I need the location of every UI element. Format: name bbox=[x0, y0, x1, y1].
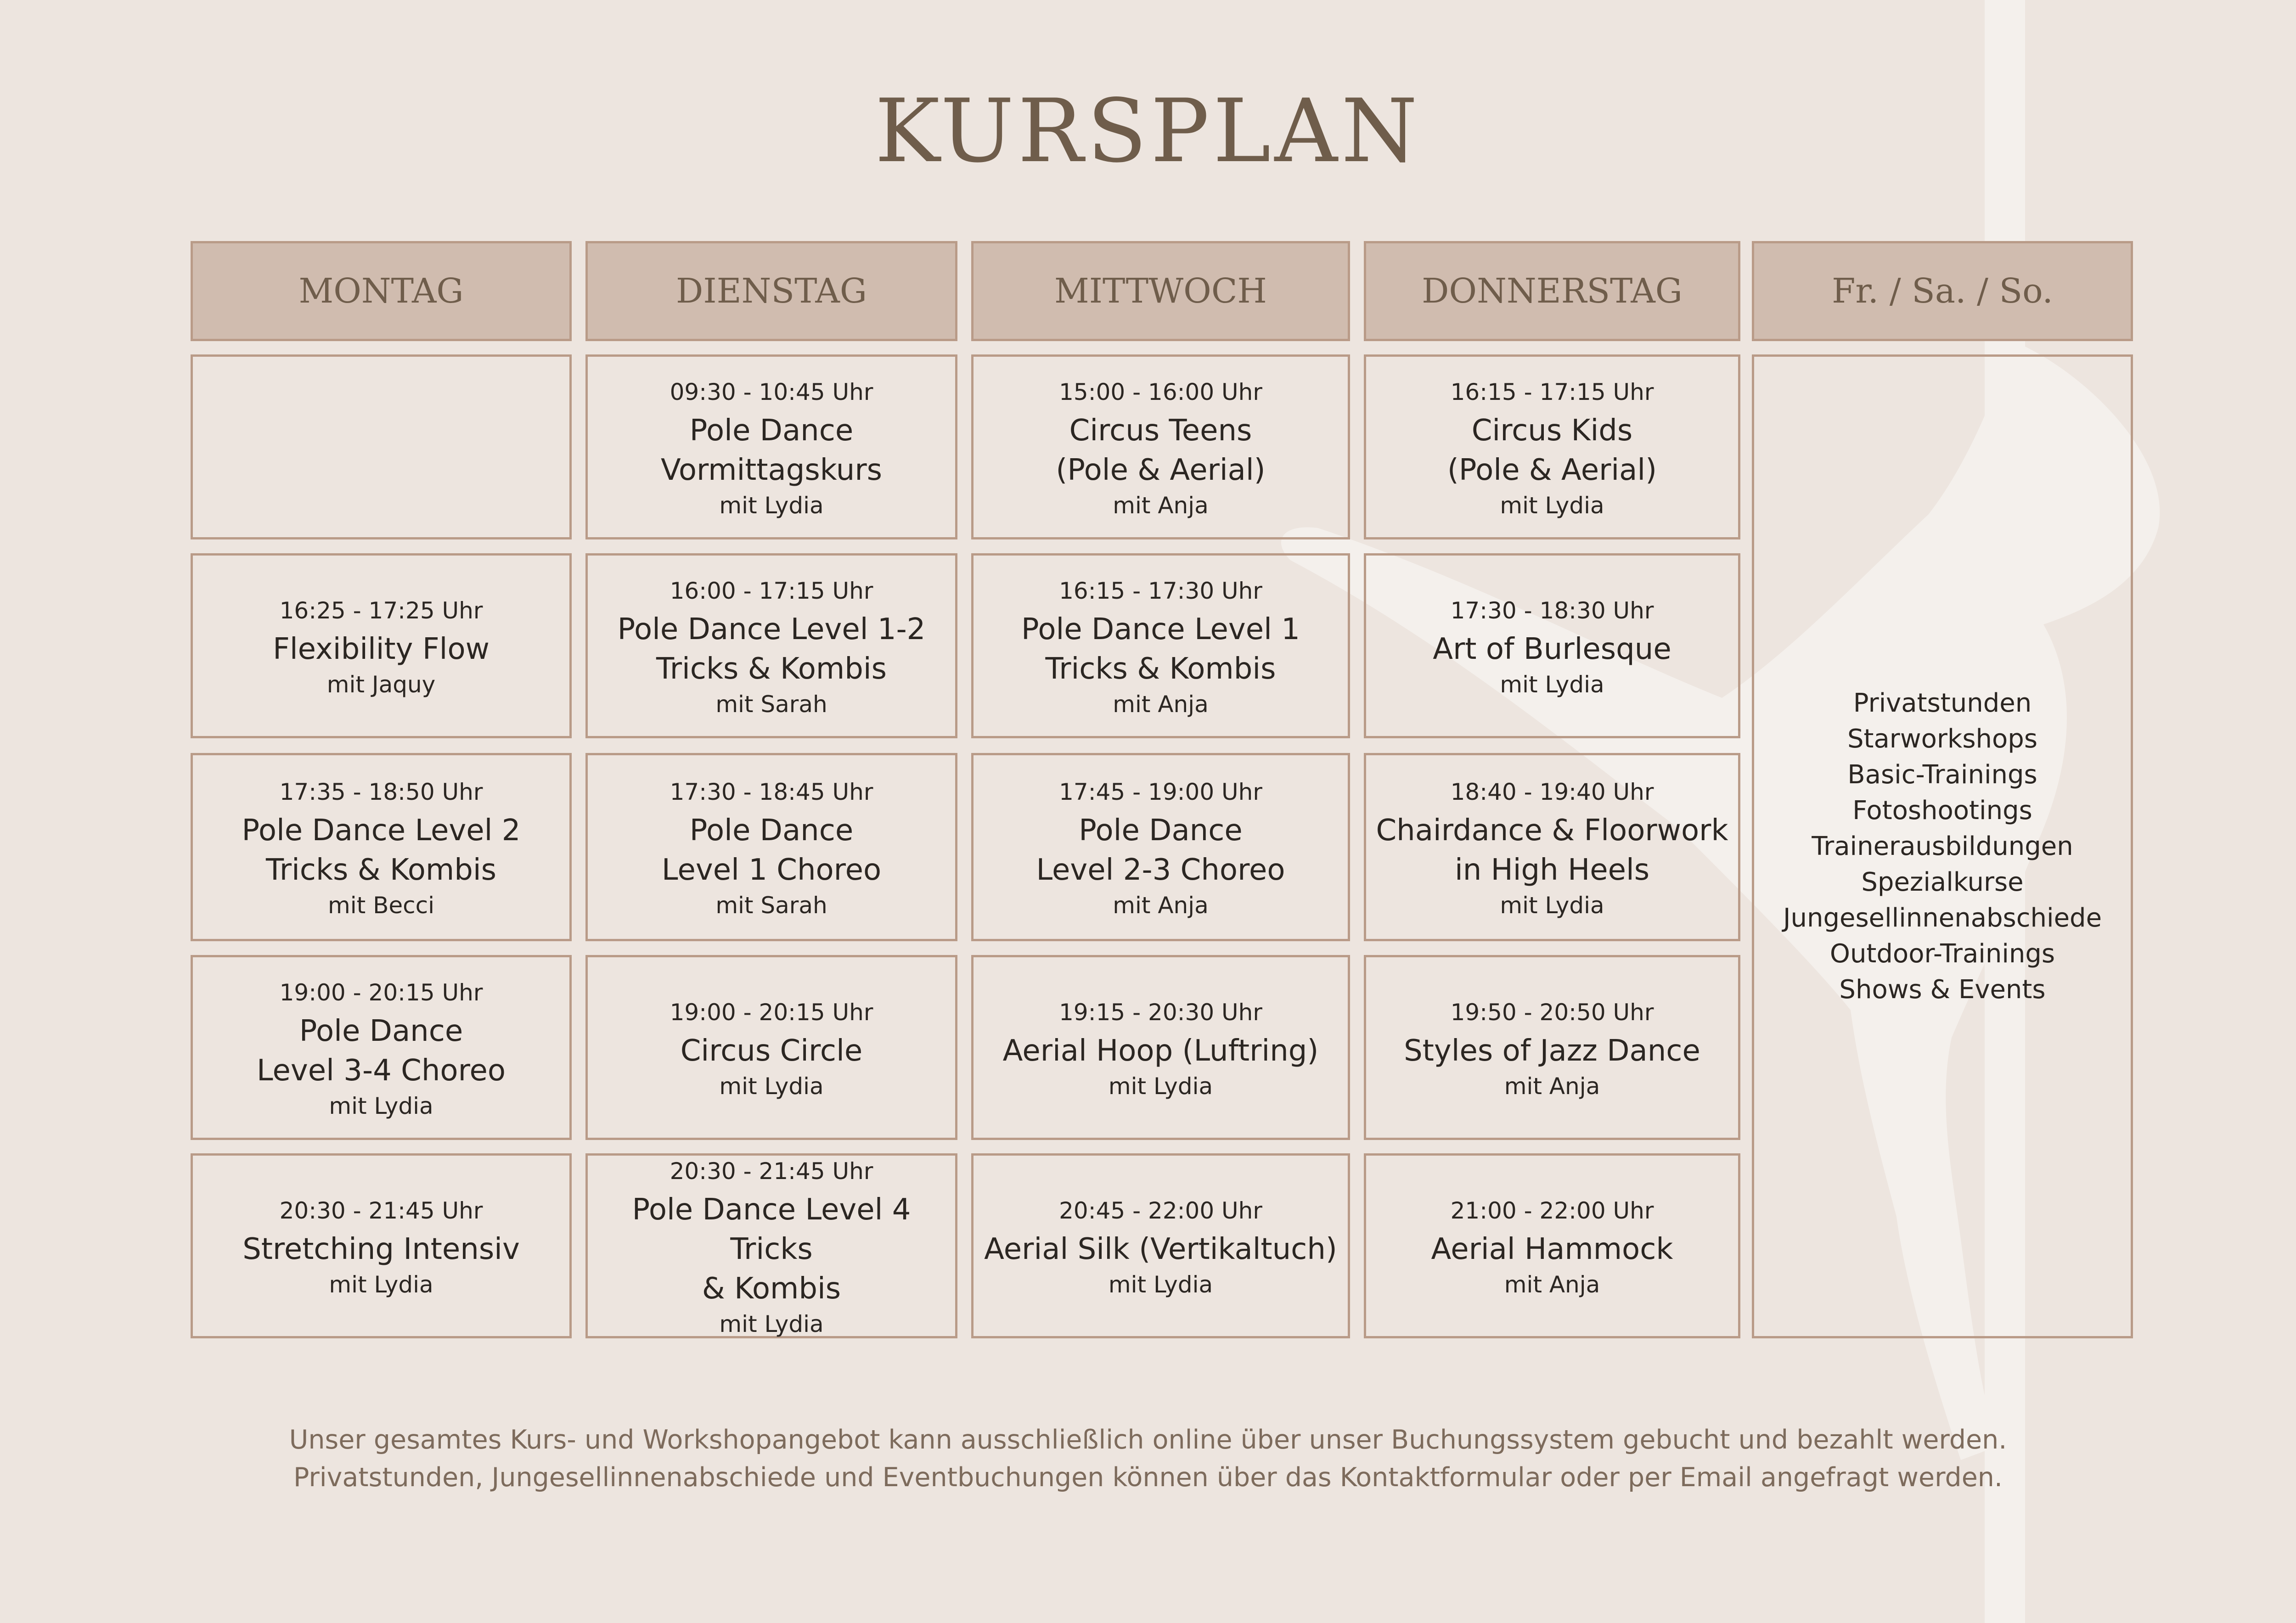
course-name: Pole Dance bbox=[689, 814, 854, 848]
course-time: 21:00 - 22:00 Uhr bbox=[1450, 1197, 1654, 1224]
footer-note bbox=[0, 1421, 2296, 1496]
course-name: Pole Dance bbox=[1079, 814, 1243, 848]
course-name: Level 2-3 Choreo bbox=[1036, 853, 1285, 887]
course-time: 20:45 - 22:00 Uhr bbox=[1059, 1197, 1262, 1224]
course-name: Pole Dance Level 4 Tricks bbox=[632, 1192, 911, 1266]
course-name: Circus Circle bbox=[680, 1033, 863, 1068]
course-cell bbox=[1364, 753, 1740, 941]
course-instructor: mit Sarah bbox=[715, 691, 827, 718]
course-cell bbox=[971, 955, 1350, 1140]
weekend-item: Fotoshootings bbox=[1852, 795, 2032, 826]
weekend-item: Basic-Trainings bbox=[1847, 759, 2037, 790]
course-name: Level 3-4 Choreo bbox=[257, 1053, 506, 1088]
course-time: 16:00 - 17:15 Uhr bbox=[670, 577, 873, 604]
course-time: 19:15 - 20:30 Uhr bbox=[1059, 999, 1262, 1026]
course-name: Vormittagskurs bbox=[661, 453, 882, 487]
course-name: Circus Teens bbox=[1069, 413, 1252, 448]
day-header: MITTWOCH bbox=[971, 241, 1350, 341]
course-instructor: mit Anja bbox=[1504, 1073, 1600, 1100]
course-cell bbox=[585, 1153, 957, 1338]
course-name: in High Heels bbox=[1454, 853, 1650, 887]
course-name: Pole Dance Level 1-2 bbox=[617, 612, 926, 646]
course-cell bbox=[971, 354, 1350, 539]
course-instructor: mit Lydia bbox=[1500, 892, 1604, 919]
course-time: 19:00 - 20:15 Uhr bbox=[279, 979, 483, 1006]
course-cell bbox=[191, 753, 572, 941]
course-name: Pole Dance Level 1 bbox=[1021, 612, 1300, 646]
course-name: Art of Burlesque bbox=[1433, 632, 1671, 666]
course-time: 17:35 - 18:50 Uhr bbox=[279, 779, 483, 805]
weekend-item: Outdoor-Trainings bbox=[1829, 938, 2055, 969]
course-name: Tricks & Kombis bbox=[656, 651, 887, 686]
course-instructor: mit Lydia bbox=[1108, 1073, 1213, 1100]
course-time: 20:30 - 21:45 Uhr bbox=[670, 1157, 873, 1185]
course-name: Pole Dance Level 2 bbox=[242, 814, 521, 848]
weekend-cell bbox=[1752, 354, 2133, 1338]
course-name: Circus Kids bbox=[1471, 413, 1633, 448]
day-header: DONNERSTAG bbox=[1364, 241, 1740, 341]
course-time: 17:45 - 19:00 Uhr bbox=[1059, 779, 1262, 805]
course-time: 16:25 - 17:25 Uhr bbox=[279, 597, 483, 624]
course-time: 17:30 - 18:30 Uhr bbox=[1450, 597, 1654, 624]
weekend-item: Spezialkurse bbox=[1861, 867, 2024, 897]
course-time: 09:30 - 10:45 Uhr bbox=[670, 378, 873, 405]
course-cell bbox=[971, 1153, 1350, 1338]
course-cell bbox=[191, 553, 572, 738]
footer-line: Privatstunden, Jungesellinnenabschiede und Eventbuchungen können über das Kontaktformular oder per Email angefragt werden. bbox=[293, 1462, 2003, 1493]
course-name: & Kombis bbox=[702, 1271, 841, 1306]
course-cell bbox=[585, 955, 957, 1140]
course-instructor: mit Lydia bbox=[719, 492, 824, 519]
course-time: 19:00 - 20:15 Uhr bbox=[670, 999, 873, 1026]
weekend-item: Shows & Events bbox=[1839, 974, 2046, 1005]
course-time: 16:15 - 17:30 Uhr bbox=[1059, 577, 1262, 604]
course-name: Styles of Jazz Dance bbox=[1404, 1033, 1700, 1068]
course-cell bbox=[1364, 955, 1740, 1140]
course-cell bbox=[971, 753, 1350, 941]
course-cell bbox=[1364, 553, 1740, 738]
course-cell bbox=[585, 553, 957, 738]
course-instructor: mit Anja bbox=[1113, 492, 1209, 519]
course-cell bbox=[585, 354, 957, 539]
course-instructor: mit Sarah bbox=[715, 892, 827, 919]
day-header: Fr. / Sa. / So. bbox=[1752, 241, 2133, 341]
course-cell bbox=[585, 753, 957, 941]
course-instructor: mit Becci bbox=[327, 892, 435, 919]
course-name: Pole Dance bbox=[299, 1014, 463, 1048]
course-name: Stretching Intensiv bbox=[242, 1232, 520, 1266]
course-instructor: mit Anja bbox=[1113, 892, 1209, 919]
weekend-item: Trainerausbildungen bbox=[1812, 831, 2073, 861]
page-title: KURSPLAN bbox=[875, 80, 1421, 182]
course-time: 18:40 - 19:40 Uhr bbox=[1450, 779, 1654, 805]
course-time: 16:15 - 17:15 Uhr bbox=[1450, 378, 1654, 405]
footer-line: Unser gesamtes Kurs- und Workshopangebot kann ausschließlich online über unser Buchungssystem gebucht und bezahlt werden. bbox=[289, 1425, 2007, 1455]
course-name: Tricks & Kombis bbox=[266, 853, 496, 887]
course-instructor: mit Anja bbox=[1504, 1271, 1600, 1298]
weekend-offer-list bbox=[1783, 685, 2102, 1008]
course-instructor: mit Lydia bbox=[719, 1073, 824, 1100]
course-cell bbox=[1364, 1153, 1740, 1338]
course-name: Tricks & Kombis bbox=[1045, 651, 1276, 686]
course-name: Aerial Hoop (Luftring) bbox=[1002, 1033, 1319, 1068]
course-name: Chairdance & Floorwork bbox=[1376, 814, 1728, 848]
course-time: 15:00 - 16:00 Uhr bbox=[1059, 378, 1262, 405]
course-time: 20:30 - 21:45 Uhr bbox=[279, 1197, 483, 1224]
course-name: Aerial Silk (Vertikaltuch) bbox=[984, 1232, 1337, 1266]
course-instructor: mit Lydia bbox=[329, 1092, 433, 1119]
course-time: 17:30 - 18:45 Uhr bbox=[670, 779, 873, 805]
course-instructor: mit Lydia bbox=[1500, 492, 1604, 519]
course-time: 19:50 - 20:50 Uhr bbox=[1450, 999, 1654, 1026]
day-header: DIENSTAG bbox=[585, 241, 957, 341]
weekend-item: Starworkshops bbox=[1847, 724, 2037, 754]
course-name: Pole Dance bbox=[689, 413, 854, 448]
course-cell bbox=[971, 553, 1350, 738]
course-name: (Pole & Aerial) bbox=[1056, 453, 1266, 487]
course-instructor: mit Anja bbox=[1113, 691, 1209, 718]
course-cell bbox=[191, 1153, 572, 1338]
course-instructor: mit Lydia bbox=[329, 1271, 433, 1298]
course-cell bbox=[1364, 354, 1740, 539]
course-instructor: mit Lydia bbox=[719, 1310, 824, 1337]
course-instructor: mit Jaquy bbox=[326, 671, 436, 698]
weekend-item: Privatstunden bbox=[1853, 688, 2032, 718]
course-name: Level 1 Choreo bbox=[661, 853, 882, 887]
course-name: (Pole & Aerial) bbox=[1447, 453, 1657, 487]
weekend-item: Jungesellinnenabschiede bbox=[1783, 903, 2102, 933]
course-instructor: mit Lydia bbox=[1500, 671, 1604, 698]
course-name: Flexibility Flow bbox=[273, 632, 490, 666]
day-header: MONTAG bbox=[191, 241, 572, 341]
empty-cell bbox=[191, 354, 572, 539]
course-instructor: mit Lydia bbox=[1108, 1271, 1213, 1298]
course-cell bbox=[191, 955, 572, 1140]
course-name: Aerial Hammock bbox=[1431, 1232, 1673, 1266]
